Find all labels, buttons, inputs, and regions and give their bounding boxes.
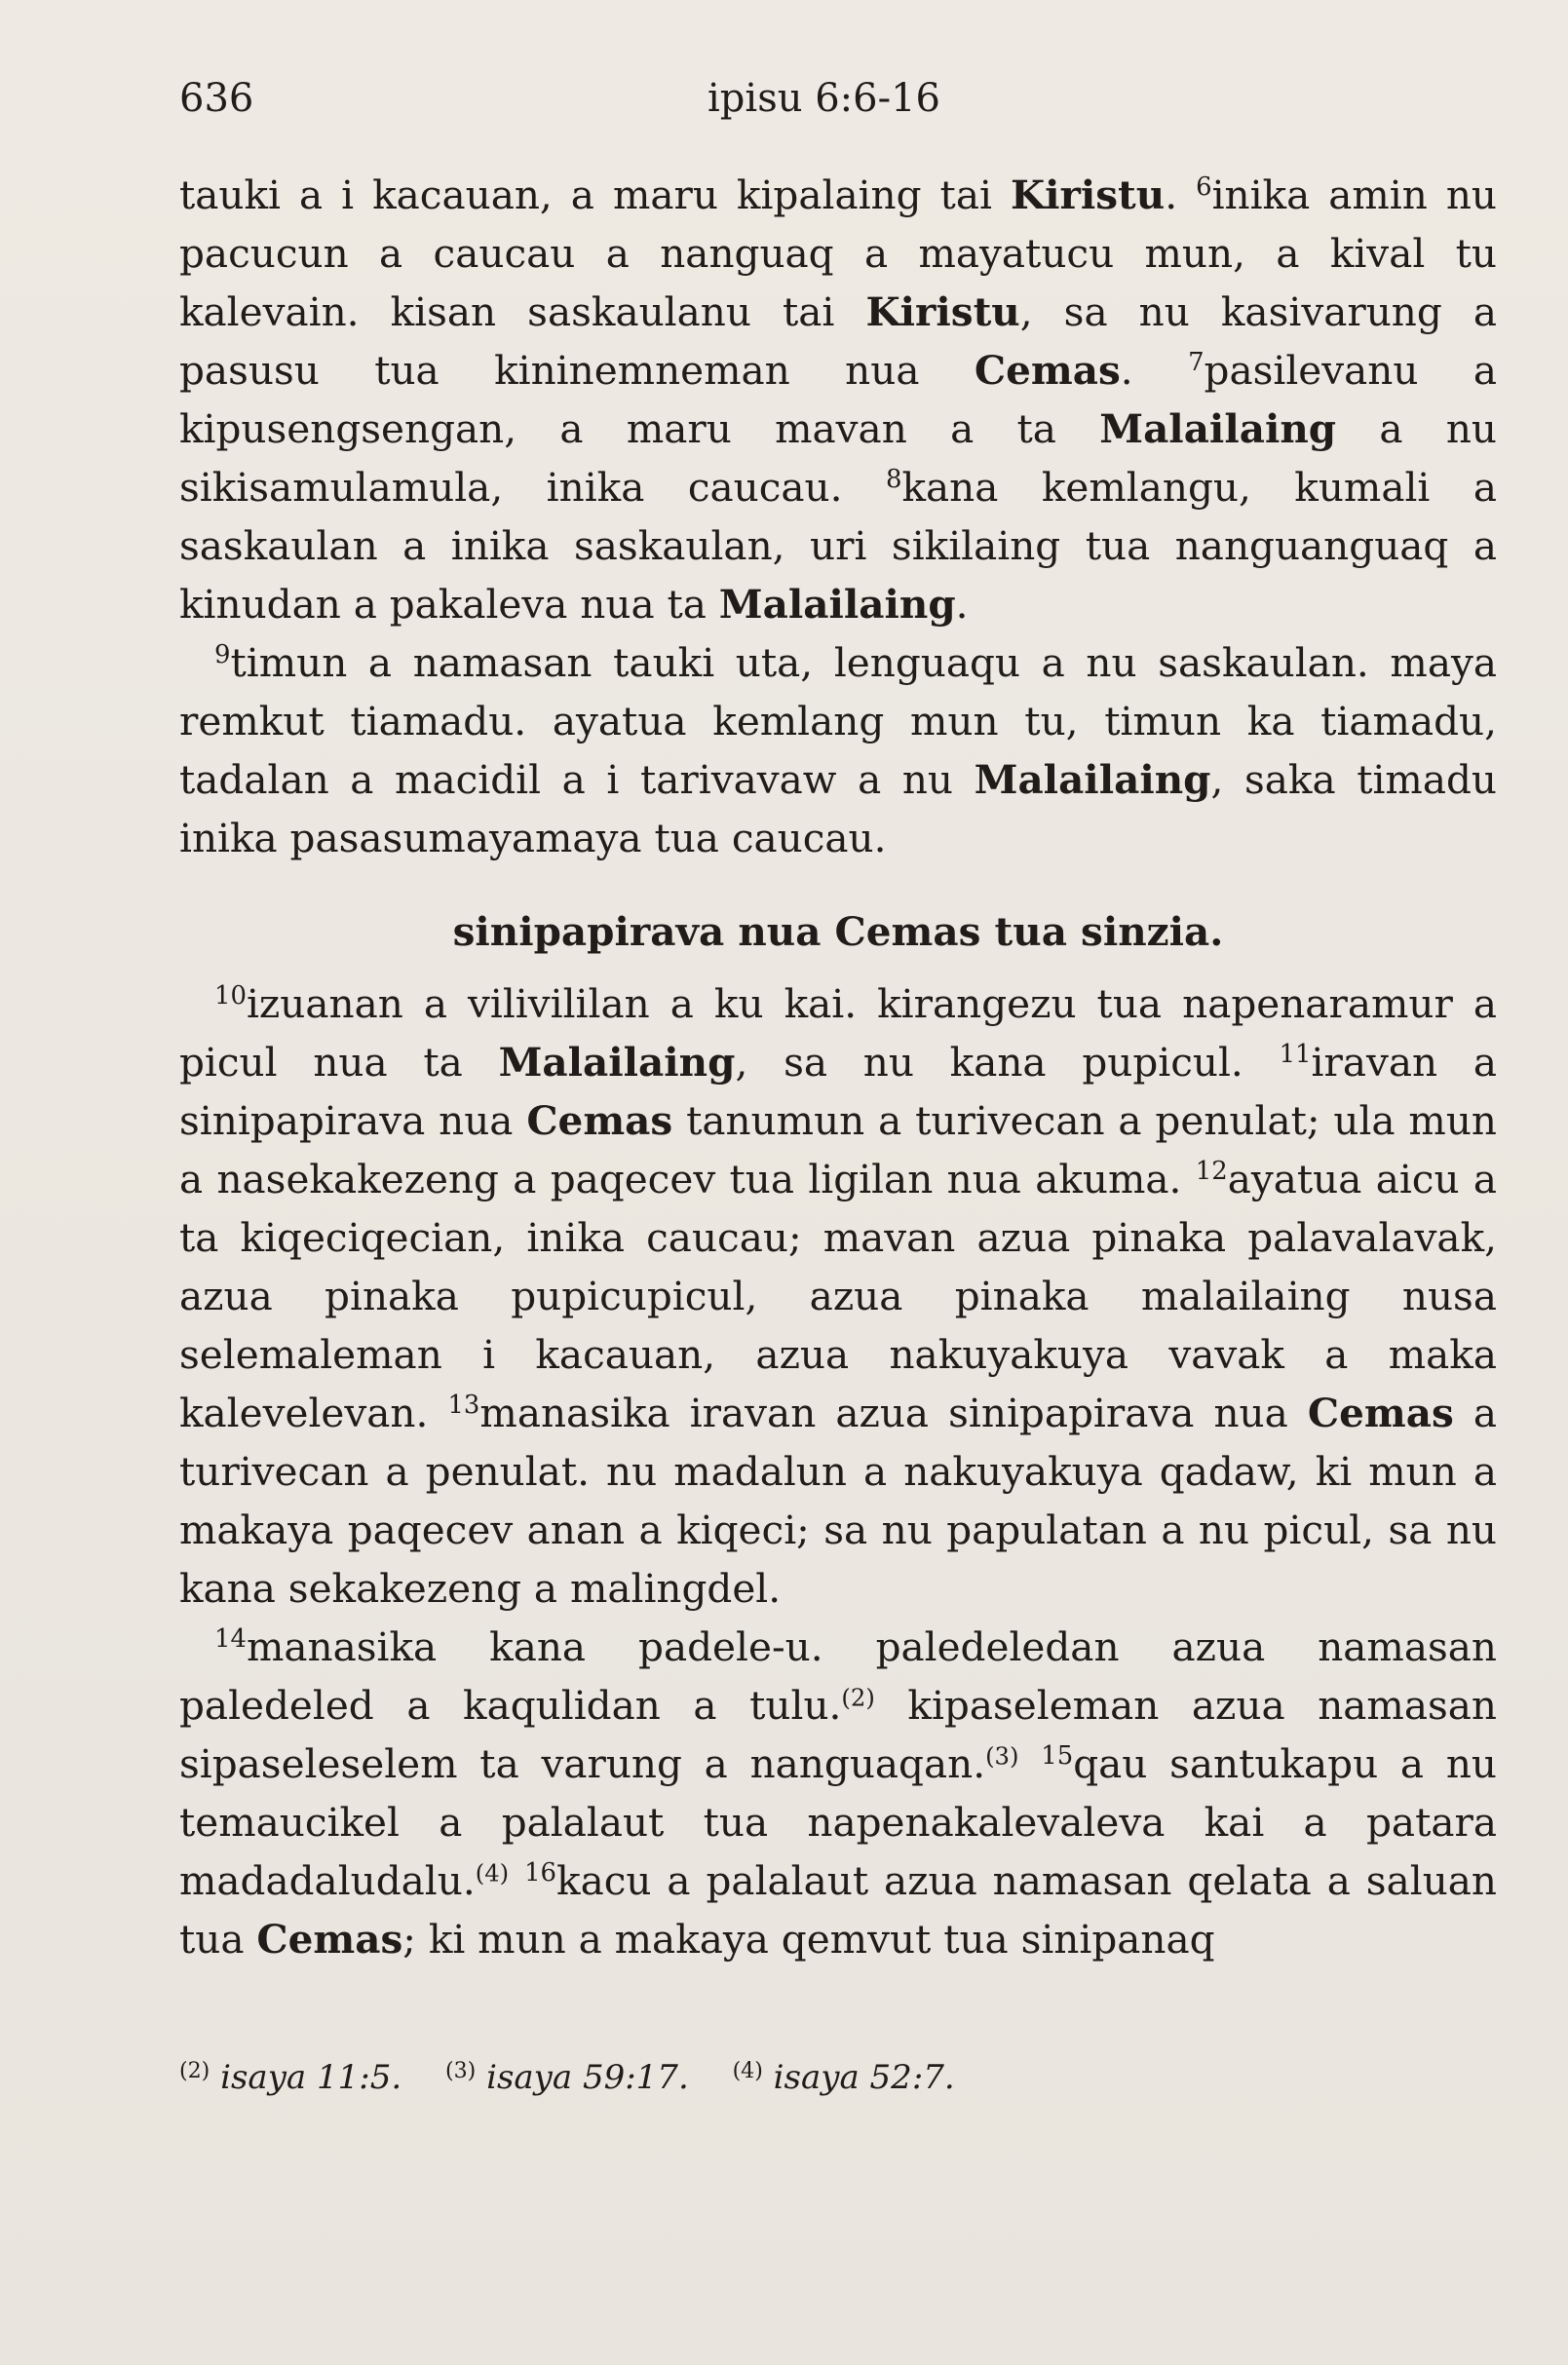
text-run: kipaseleman azua namasan sipaseleselem ta varung a nanguaqan. (179, 1682, 1497, 1787)
text-run: timun a namasan tauki uta, lenguaqu a nu saskaulan. maya remkut tiamadu. ayatua kemlang mun tu, timun ka tiamadu, tadalan a macidil a i tarivavaw a nu (179, 639, 1497, 803)
footnote-mark: (2) (179, 2058, 210, 2083)
text-run: . (955, 581, 969, 628)
text-run (1019, 1740, 1042, 1787)
text-run: izuanan a vilivililan a ku kai. kirangezu tua napenaramur a picul nua ta (179, 980, 1497, 1086)
verse-number: 7 (1188, 347, 1205, 377)
paragraph (179, 1618, 1497, 1968)
footnote (733, 2058, 955, 2097)
bold-name: Kiristu (865, 288, 1020, 335)
bold-name: Cemas (256, 1916, 403, 1963)
body-text (179, 166, 1497, 1968)
verse-number: 11 (1279, 1039, 1312, 1069)
footnote (179, 2058, 402, 2097)
bold-name: Cemas (1307, 1390, 1454, 1436)
footnote-mark: (3) (444, 2058, 477, 2083)
footnote-mark: (4) (732, 2058, 763, 2083)
footnotes (179, 2046, 1497, 2102)
verse-number: 13 (447, 1390, 480, 1420)
paragraph (179, 974, 1497, 1618)
paragraph (179, 633, 1497, 867)
footnote-reference: isaya 59:17. (486, 2058, 689, 2098)
text-run: a turivecan a penulat. nu madalun a nakuyakuya qadaw, ki mun a makaya paqecev anan a kiqeci; sa nu papulatan a nu picul, sa nu kana sekakezeng a malingdel. (179, 1390, 1498, 1612)
verse-number: 12 (1195, 1156, 1228, 1186)
text-run: kacu a palalaut azua namasan qelata a saluan tua (179, 1857, 1498, 1963)
text-run: , sa nu kana pupicul. (735, 1039, 1280, 1086)
footnote-ref: (4) (475, 1858, 510, 1888)
verse-number: 9 (214, 639, 231, 669)
footnote-ref: (3) (985, 1741, 1019, 1771)
footnote-ref: (2) (841, 1683, 875, 1712)
verse-number: 10 (214, 980, 247, 1011)
verse-number: 8 (885, 464, 902, 494)
paragraph (179, 166, 1497, 633)
text-run: manasika iravan azua sinipapirava nua (479, 1390, 1308, 1436)
footnote-reference: isaya 52:7. (773, 2058, 955, 2098)
page-number: 636 (179, 76, 254, 121)
text-run: manasika kana padele-u. paledeledan azua namasan paledeled a kaqulidan a tulu. (179, 1623, 1497, 1729)
page-header (0, 58, 1568, 127)
text-run: . (1165, 172, 1197, 218)
text-run: iravan a sinipapirava nua (179, 1039, 1497, 1144)
text-run: pasilevanu a kipusengsengan, a maru mavan a ta (179, 347, 1498, 452)
footnote (445, 2058, 689, 2097)
text-run: . (1120, 347, 1189, 394)
text-run: ; ki mun a makaya qemvut tua sinipanaq (402, 1916, 1215, 1963)
running-head: ipisu 6:6-16 (708, 76, 940, 121)
bold-name: Cemas (974, 347, 1121, 394)
text-run: ayatua aicu a ta kiqeciqecian, inika caucau; mavan azua pinaka palavalavak, azua pinaka pupicupicul, azua pinaka malailaing nusa selemaleman i kacauan, azua nakuyakuya vavak a maka kalevelevan. (179, 1156, 1498, 1436)
section-heading: sinipapirava nua Cemas tua sinzia. (452, 908, 1224, 955)
verse-number: 6 (1196, 172, 1212, 202)
verse-number: 14 (214, 1623, 247, 1654)
footnote-reference: isaya 11:5. (220, 2058, 402, 2098)
text-run: , sa nu kasivarung a pasusu tua kininemneman nua (179, 288, 1498, 394)
verse-number: 16 (524, 1857, 557, 1888)
bold-name: Kiristu (1010, 172, 1166, 218)
text-run: qau santukapu a nu temaucikel a palalaut tua napenakalevaleva kai a patara madadaludalu. (179, 1740, 1497, 1904)
bold-name: Malailaing (974, 756, 1211, 803)
bold-name: Cemas (526, 1097, 673, 1144)
text-run: a nu sikisamulamula, inika caucau. (179, 405, 1497, 511)
text-run (509, 1857, 524, 1904)
bold-name: Malailaing (1099, 405, 1337, 452)
text-run: , saka timadu inika pasasumayamaya tua caucau. (179, 756, 1497, 861)
verse-number: 15 (1041, 1740, 1074, 1771)
bold-name: Malailaing (718, 581, 956, 628)
text-run: kana kemlangu, kumali a saskaulan a inika saskaulan, uri sikilaing tua nanguanguaq a kinudan a pakaleva nua ta (179, 464, 1497, 628)
text-run: tanumun a turivecan a penulat; ula mun a nasekakezeng a paqecev tua ligilan nua akuma. (179, 1097, 1497, 1202)
text-run: tauki a i kacauan, a maru kipalaing tai (179, 172, 1011, 218)
bold-name: Malailaing (498, 1039, 736, 1086)
text-run: inika amin nu pacucun a caucau a nanguaq a mayatucu mun, a kival tu kalevain. kisan saskaulanu tai (179, 172, 1497, 335)
